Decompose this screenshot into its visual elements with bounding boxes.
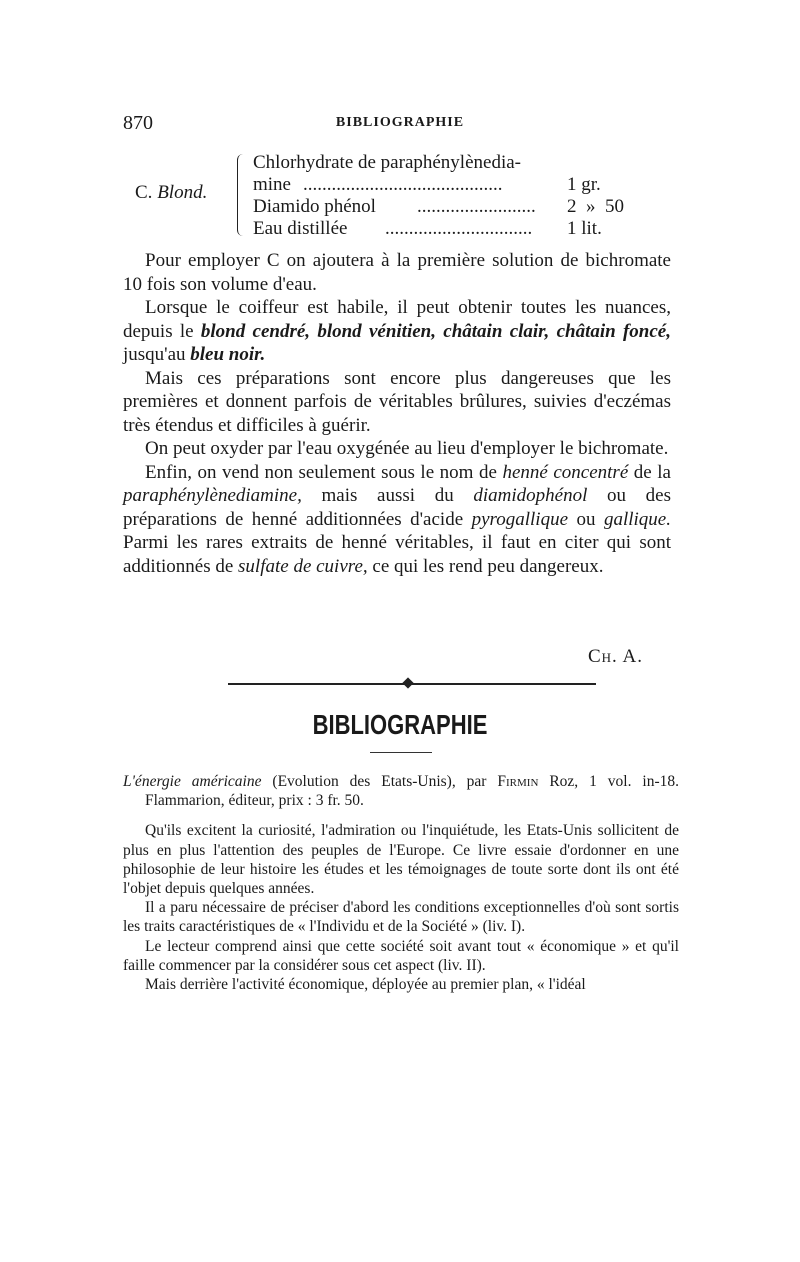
section-title: BIBLIOGRAPHIE: [312, 708, 488, 740]
recipe-block: [135, 150, 665, 242]
recipe-label-prefix: C.: [135, 182, 153, 203]
recipe-qty: 1 lit.: [567, 218, 602, 239]
bibliography-section: [123, 772, 679, 994]
paragraph: Lorsque le coiffeur est habile, il peut obtenir toutes les nuances, depuis le blond cendré, blond vénitien, châtain clair, châtain foncé, jusqu'au bleu noir.: [123, 297, 671, 365]
title-underline: [370, 752, 432, 753]
paragraph: On peut oxyder par l'eau oxygénée au lieu d'employer le bichromate.: [145, 438, 669, 459]
recipe-line: mine: [253, 174, 291, 195]
recipe-line: Eau distillée: [253, 218, 348, 239]
section-divider: [228, 683, 596, 685]
page-number: 870: [123, 112, 153, 134]
leader-dots: .........................: [417, 196, 536, 217]
running-title: BIBLIOGRAPHIE: [335, 115, 465, 130]
article-body: [123, 249, 671, 578]
recipe-line: Diamido phénol: [253, 196, 376, 217]
book-reference: L'énergie américaine (Evolution des Etats-Unis), par Firmin Roz, 1 vol. in-18. Flammarion, éditeur, prix : 3 fr. 50.: [123, 773, 679, 810]
paragraph: Pour employer C on ajoutera à la première solution de bichromate 10 fois son volume d'eau.: [123, 250, 671, 295]
paragraph: Enfin, on vend non seulement sous le nom de henné concentré de la paraphénylènediamine, mais aussi du diamidophénol ou des préparations de henné additionnées d'acide pyrogallique ou gallique. Parmi les rares extraits de henné véritables, il faut en citer qui sont additionnés de sulfate de cuivre, ce qui les rend peu dangereux.: [123, 461, 672, 577]
recipe-qty: 1 gr.: [567, 174, 601, 195]
paragraph: Mais ces préparations sont encore plus dangereuses que les premières et donnent parfois de véritables brûlures, suivies d'eczémas très étendus et difficiles à guérir.: [123, 367, 671, 436]
paragraph: Mais derrière l'activité économique, déployée au premier plan, « l'idéal: [145, 976, 586, 994]
paragraph: Le lecteur comprend ainsi que cette société soit avant tout « économique » et qu'il faille commencer par la considérer sous cet aspect (liv. II).: [123, 937, 679, 974]
diamond-ornament-icon: [402, 677, 413, 688]
leader-dots: ..........................................: [303, 174, 503, 195]
recipe-brace: [237, 154, 246, 236]
paragraph: Il a paru nécessaire de préciser d'abord les conditions exceptionnelles d'où sont sortis les traits caractéristiques de « l'Individu et de la Société » (liv. I).: [123, 899, 679, 936]
recipe-qty: 2 » 50: [567, 196, 624, 217]
recipe-label: [135, 182, 207, 204]
page-header: [123, 112, 677, 140]
paragraph: Qu'ils excitent la curiosité, l'admiration ou l'inquiétude, les Etats-Unis sollicitent de plus en plus l'attention des peuples de l'Europe. Ce livre essaie d'ordonner en une philosophie de leur histoire les études et les témoignages de toute sorte dont ils ont été l'objet depuis quelques années.: [123, 822, 679, 898]
author-signature: Ch. A.: [588, 646, 643, 667]
recipe-label-name: Blond.: [157, 182, 208, 203]
leader-dots: ...............................: [385, 218, 533, 239]
recipe-line: Chlorhydrate de paraphénylènedia-: [253, 152, 521, 173]
